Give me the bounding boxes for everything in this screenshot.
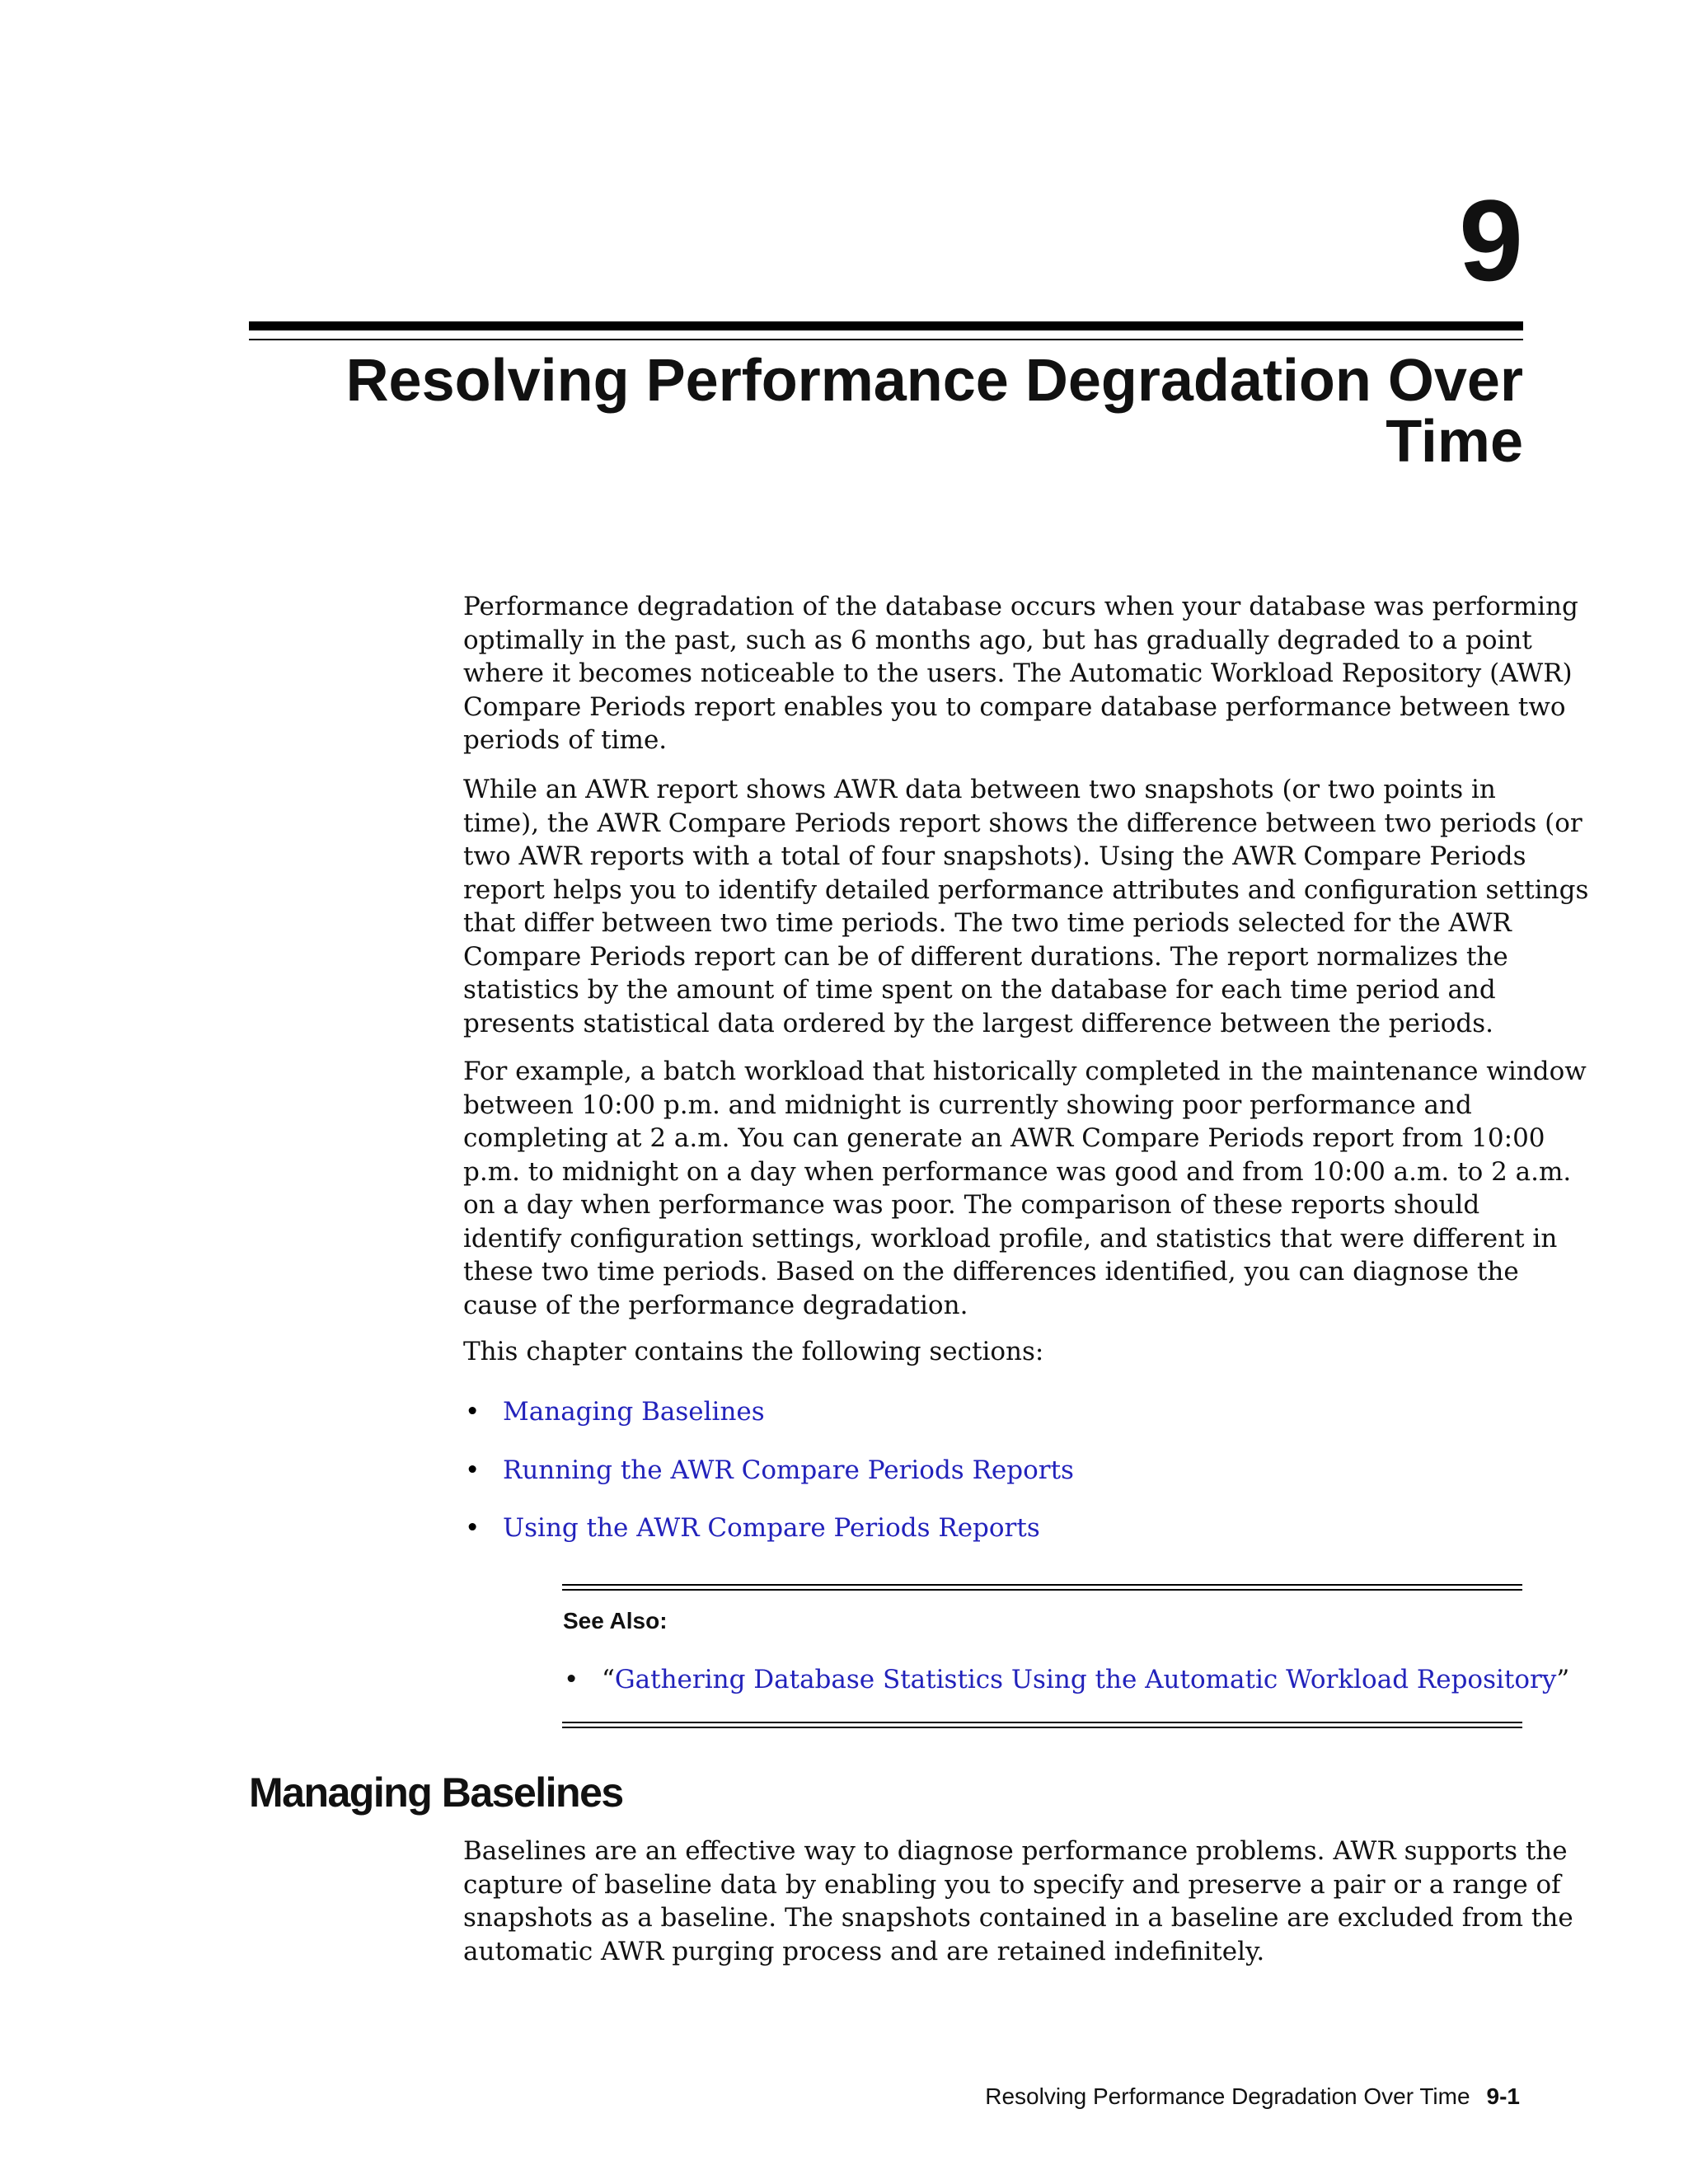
- intro-paragraph-1: [463, 590, 1578, 757]
- text-line: Compare Periods report enables you to compare database performance between two: [463, 691, 1566, 722]
- text-line: between 10:00 p.m. and midnight is currently showing poor performance and: [463, 1090, 1472, 1120]
- see-also-rule-top: [562, 1584, 1522, 1586]
- link-running-awr-compare-periods-reports[interactable]: Running the AWR Compare Periods Reports: [503, 1455, 1074, 1485]
- text-line: While an AWR report shows AWR data between two snapshots (or two points in: [463, 775, 1496, 804]
- chapter-sections-list: [463, 1395, 1074, 1570]
- chapter-rule-thick: [249, 321, 1523, 330]
- chapter-title: [249, 348, 1523, 475]
- text-line: that differ between two time periods. The two time periods selected for the AWR: [463, 908, 1512, 938]
- text-line: these two time periods. Based on the differences identified, you can diagnose the: [463, 1257, 1519, 1286]
- close-quote: ”: [1556, 1665, 1570, 1694]
- link-gathering-database-statistics[interactable]: Gathering Database Statistics Using the Automatic Workload Repository: [614, 1665, 1557, 1694]
- text-line: Performance degradation of the database occurs when your database was performing: [463, 592, 1578, 621]
- chapter-title-line-2: Time: [1386, 409, 1523, 475]
- link-using-awr-compare-periods-reports[interactable]: Using the AWR Compare Periods Reports: [503, 1513, 1040, 1543]
- section-heading-managing-baselines: Managing Baselines: [249, 1769, 623, 1816]
- see-also-rule-bottom-2: [562, 1727, 1522, 1728]
- text-line: presents statistical data ordered by the largest difference between the periods.: [463, 1008, 1494, 1038]
- text-line: periods of time.: [463, 725, 668, 755]
- bullet-icon: •: [465, 1513, 481, 1543]
- text-line: where it becomes noticeable to the users. The Automatic Workload Repository (AWR): [463, 658, 1573, 688]
- list-item: [463, 1511, 1074, 1570]
- see-also-rule-top-2: [562, 1589, 1522, 1591]
- text-line: identify configuration settings, workload profile, and statistics that were different in: [463, 1223, 1558, 1254]
- text-line: capture of baseline data by enabling you to specify and preserve a pair or a range of: [463, 1869, 1561, 1900]
- list-item: [463, 1454, 1074, 1512]
- text-line: p.m. to midnight on a day when performance was good and from 10:00 a.m. to 2 a.m.: [463, 1156, 1572, 1187]
- list-item: [463, 1395, 1074, 1454]
- text-line: Compare Periods report can be of different durations. The report normalizes the: [463, 941, 1508, 972]
- chapter-rule-thin: [249, 339, 1523, 340]
- bullet-icon: •: [465, 1455, 481, 1485]
- see-also-label: See Also:: [563, 1608, 668, 1633]
- intro-paragraph-4: [463, 1335, 1535, 1369]
- managing-baselines-paragraph: [463, 1835, 1573, 1968]
- page-footer: [985, 2083, 1520, 2111]
- text-line: optimally in the past, such as 6 months ago, but has gradually degraded to a point: [463, 625, 1532, 655]
- chapter-title-line-1: Resolving Performance Degradation Over: [345, 348, 1523, 414]
- text-line: This chapter contains the following sections:: [463, 1337, 1044, 1366]
- text-line: cause of the performance degradation.: [463, 1290, 968, 1320]
- footer-title: Resolving Performance Degradation Over Time: [985, 2083, 1470, 2109]
- see-also-list: [562, 1663, 1569, 1696]
- intro-paragraph-2: [463, 773, 1589, 1040]
- text-line: automatic AWR purging process and are retained indefinitely.: [463, 1936, 1265, 1966]
- text-line: report helps you to identify detailed performance attributes and configuration settings: [463, 874, 1589, 905]
- text-line: statistics by the amount of time spent on the database for each time period and: [463, 975, 1496, 1005]
- intro-paragraph-3: [463, 1055, 1587, 1322]
- text-line: snapshots as a baseline. The snapshots contained in a baseline are excluded from the: [463, 1903, 1573, 1933]
- list-item: [562, 1663, 1569, 1696]
- bullet-icon: •: [465, 1397, 481, 1427]
- text-line: Baselines are an effective way to diagnose performance problems. AWR supports the: [463, 1836, 1568, 1866]
- text-line: two AWR reports with a total of four snapshots). Using the AWR Compare Periods: [463, 841, 1526, 871]
- see-also-rule-bottom: [562, 1722, 1522, 1723]
- link-managing-baselines[interactable]: Managing Baselines: [503, 1397, 765, 1427]
- text-line: on a day when performance was poor. The comparison of these reports should: [463, 1190, 1480, 1220]
- open-quote: “: [602, 1665, 615, 1694]
- bullet-icon: •: [564, 1665, 579, 1694]
- text-line: completing at 2 a.m. You can generate an AWR Compare Periods report from 10:00: [463, 1123, 1545, 1153]
- text-line: For example, a batch workload that historically completed in the maintenance window: [463, 1057, 1587, 1086]
- chapter-number: 9: [1459, 176, 1523, 305]
- text-line: time), the AWR Compare Periods report shows the difference between two periods (or: [463, 808, 1582, 838]
- page-number: 9-1: [1486, 2083, 1520, 2109]
